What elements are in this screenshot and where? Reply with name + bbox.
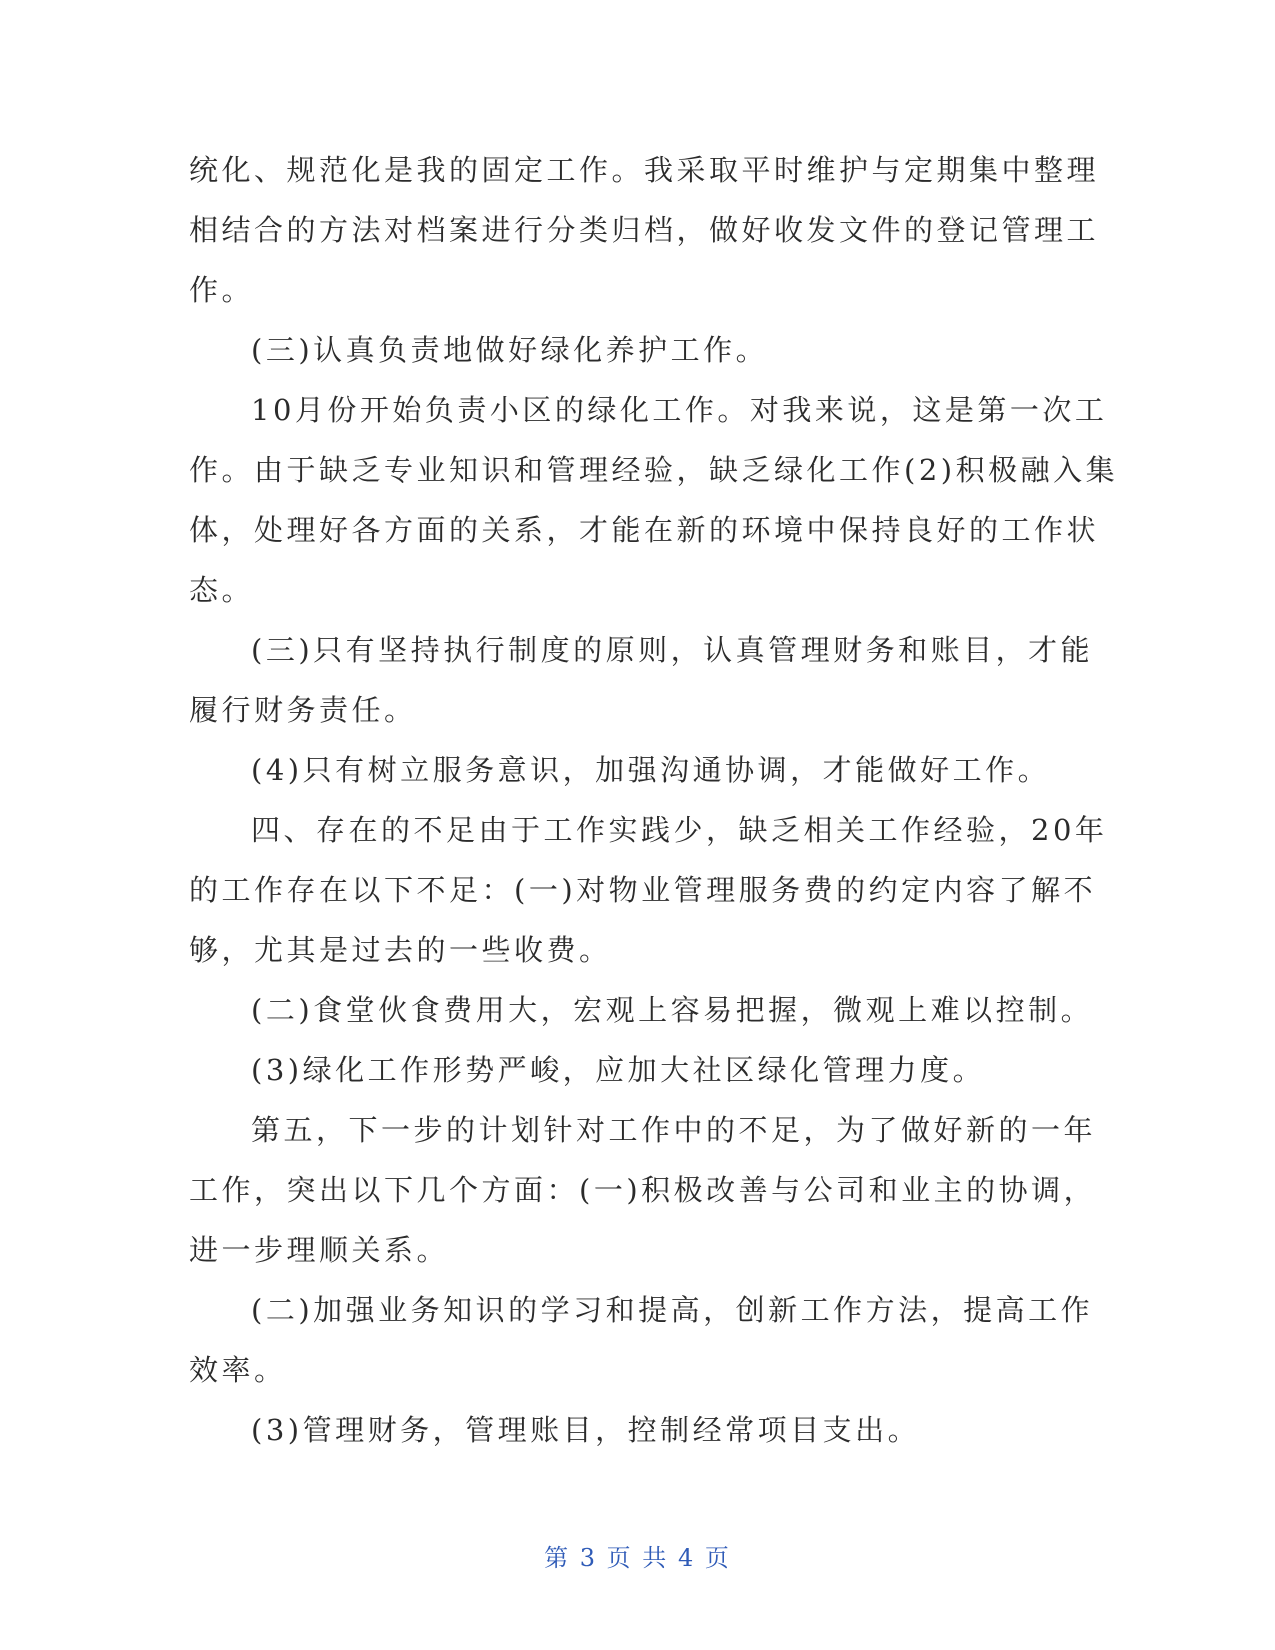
text-line: (3)管理财务，管理账目，控制经常项目支出。	[251, 1413, 921, 1447]
text-line: (二)食堂伙食费用大，宏观上容易把握，微观上难以控制。	[251, 993, 1094, 1027]
text-line: 相结合的方法对档案进行分类归档，做好收发文件的登记管理工	[189, 213, 1100, 247]
document-body	[189, 140, 1119, 1460]
page-footer	[0, 1538, 1275, 1573]
text-line: (三)认真负责地做好绿化养护工作。	[251, 333, 769, 367]
text-line: 体，处理好各方面的关系，才能在新的环境中保持良好的工作状	[189, 513, 1100, 547]
text-line: 效率。	[189, 1353, 287, 1387]
page-number-label: 第 3 页 共 4 页	[544, 1544, 731, 1572]
text-line: 第五，下一步的计划针对工作中的不足，为了做好新的一年	[251, 1113, 1097, 1147]
text-line: 作。	[189, 273, 255, 307]
text-line: (3)绿化工作形势严峻，应加大社区绿化管理力度。	[251, 1053, 986, 1087]
text-line: 四、存在的不足由于工作实践少，缺乏相关工作经验，20年	[251, 813, 1108, 847]
text-line: 工作，突出以下几个方面：(一)积极改善与公司和业主的协调，	[189, 1173, 1097, 1207]
text-line: 态。	[189, 573, 255, 607]
text-line: 进一步理顺关系。	[189, 1233, 450, 1267]
text-line: (二)加强业务知识的学习和提高，创新工作方法，提高工作	[251, 1293, 1094, 1327]
text-line: 的工作存在以下不足：(一)对物业管理服务费的约定内容了解不	[189, 873, 1097, 907]
text-line: 够，尤其是过去的一些收费。	[189, 933, 612, 967]
text-line: 统化、规范化是我的固定工作。我采取平时维护与定期集中整理	[189, 153, 1100, 187]
text-line: 10月份开始负责小区的绿化工作。对我来说，这是第一次工	[251, 393, 1108, 427]
text-line: (4)只有树立服务意识，加强沟通协调，才能做好工作。	[251, 753, 1051, 787]
text-line: (三)只有坚持执行制度的原则，认真管理财务和账目，才能	[251, 633, 1094, 667]
text-line: 履行财务责任。	[189, 693, 417, 727]
text-line: 作。由于缺乏专业知识和管理经验，缺乏绿化工作(2)积极融入集	[189, 453, 1119, 487]
